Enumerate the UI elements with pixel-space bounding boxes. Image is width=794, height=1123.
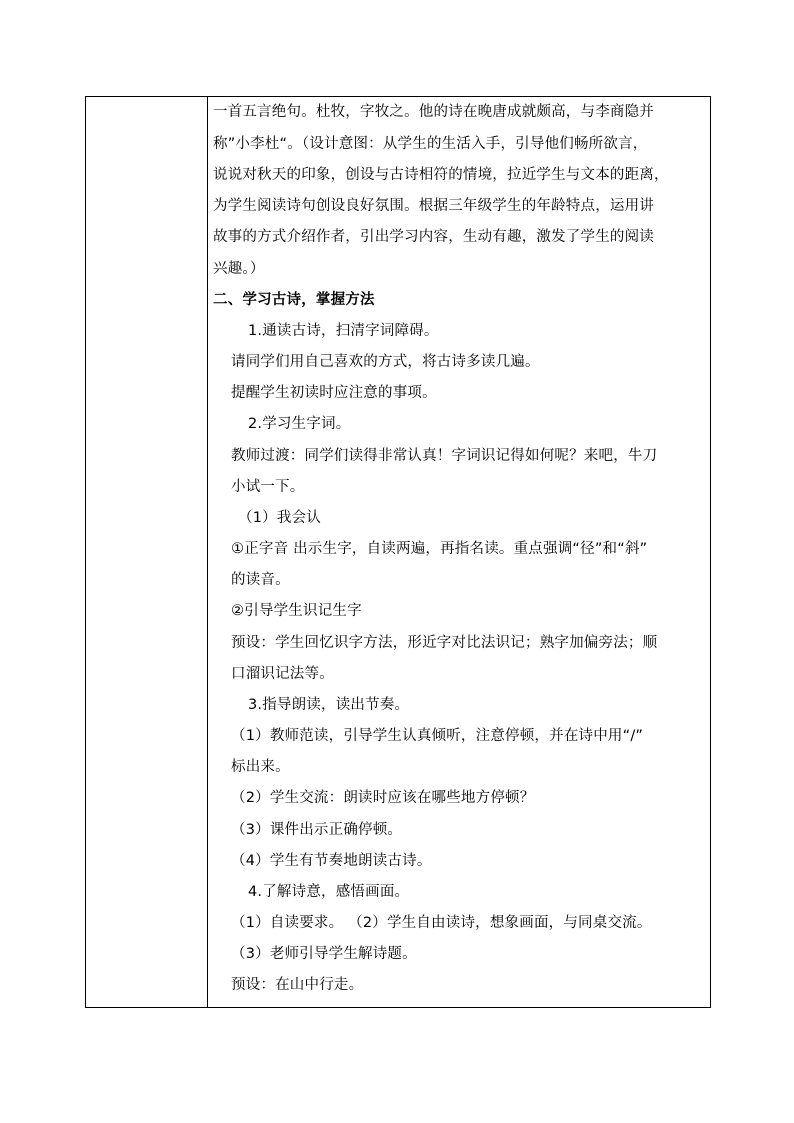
step3-item-1: （1）教师范读，引导学生认真倾听，注意停顿，并在诗中用“/” [231, 728, 644, 744]
step3-title: 3.指导朗读，读出节奏。 [248, 697, 410, 713]
table-row [86, 97, 711, 1008]
step2-preset-2: 口溜识记法等。 [231, 666, 334, 682]
left-column-cell [86, 97, 208, 1008]
section-heading: 二、学习古诗，掌握方法 [213, 292, 375, 308]
step3-item-3: （3）课件出示正确停顿。 [231, 822, 403, 838]
intro-line-5: 故事的方式介绍作者，引出学习内容，生动有趣，激发了学生的阅读 [213, 229, 654, 245]
step4-title: 4.了解诗意，感悟画面。 [248, 884, 410, 900]
step2-transition-2: 小试一下。 [231, 479, 305, 495]
intro-line-6: 兴趣。） [213, 261, 265, 277]
intro-line-2: 称”小李杜“。（设计意图：从学生的生活入手，引导他们畅所欲言， [213, 136, 648, 152]
step3-item-2: （2）学生交流：朗读时应该在哪些地方停顿？ [231, 790, 535, 806]
step1-line-1: 请同学们用自己喜欢的方式，将古诗多读几遍。 [231, 354, 540, 370]
step3-item-4: （4）学生有节奏地朗读古诗。 [231, 853, 432, 869]
step2-title: 2.学习生字词。 [248, 416, 351, 432]
step1-title: 1.通读古诗，扫清字词障碍。 [248, 323, 439, 339]
step2-item1-line-2: 的读音。 [231, 572, 290, 588]
intro-line-1: 一首五言绝句。杜牧，字牧之。他的诗在晚唐成就颇高，与李商隐并 [213, 104, 654, 120]
content-area [208, 97, 710, 1007]
lesson-plan-table [85, 96, 711, 1008]
step2-transition-1: 教师过渡：同学们读得非常认真！字词识记得如何呢？来吧，牛刀 [231, 448, 658, 464]
step3-item-1b: 标出来。 [231, 759, 290, 775]
step4-item-1: （1）自读要求。 （2）学生自由读诗，想象画面，与同桌交流。 [231, 915, 652, 931]
step1-line-2: 提醒学生初读时应注意的事项。 [231, 385, 437, 401]
intro-line-3: 说说对秋天的印象，创设与古诗相符的情境，拉近学生与文本的距离， [213, 167, 669, 183]
step4-item-3: 预设：在山中行走。 [231, 977, 364, 993]
step2-preset-1: 预设：学生回忆识字方法，形近字对比法识记；熟字加偏旁法；顺 [231, 635, 658, 651]
step2-item1-line-1: ①正字音 出示生字，自读两遍，再指名读。重点强调“径”和“斜” [231, 541, 648, 557]
step2-item2: ②引导学生识记生字 [231, 603, 362, 619]
step2-sub1: （1）我会认 [238, 510, 321, 526]
step4-item-2: （3）老师引导学生解诗题。 [231, 946, 417, 962]
intro-line-4: 为学生阅读诗句创设良好氛围。根据三年级学生的年龄特点，运用讲 [213, 198, 654, 214]
content-cell [208, 97, 711, 1008]
